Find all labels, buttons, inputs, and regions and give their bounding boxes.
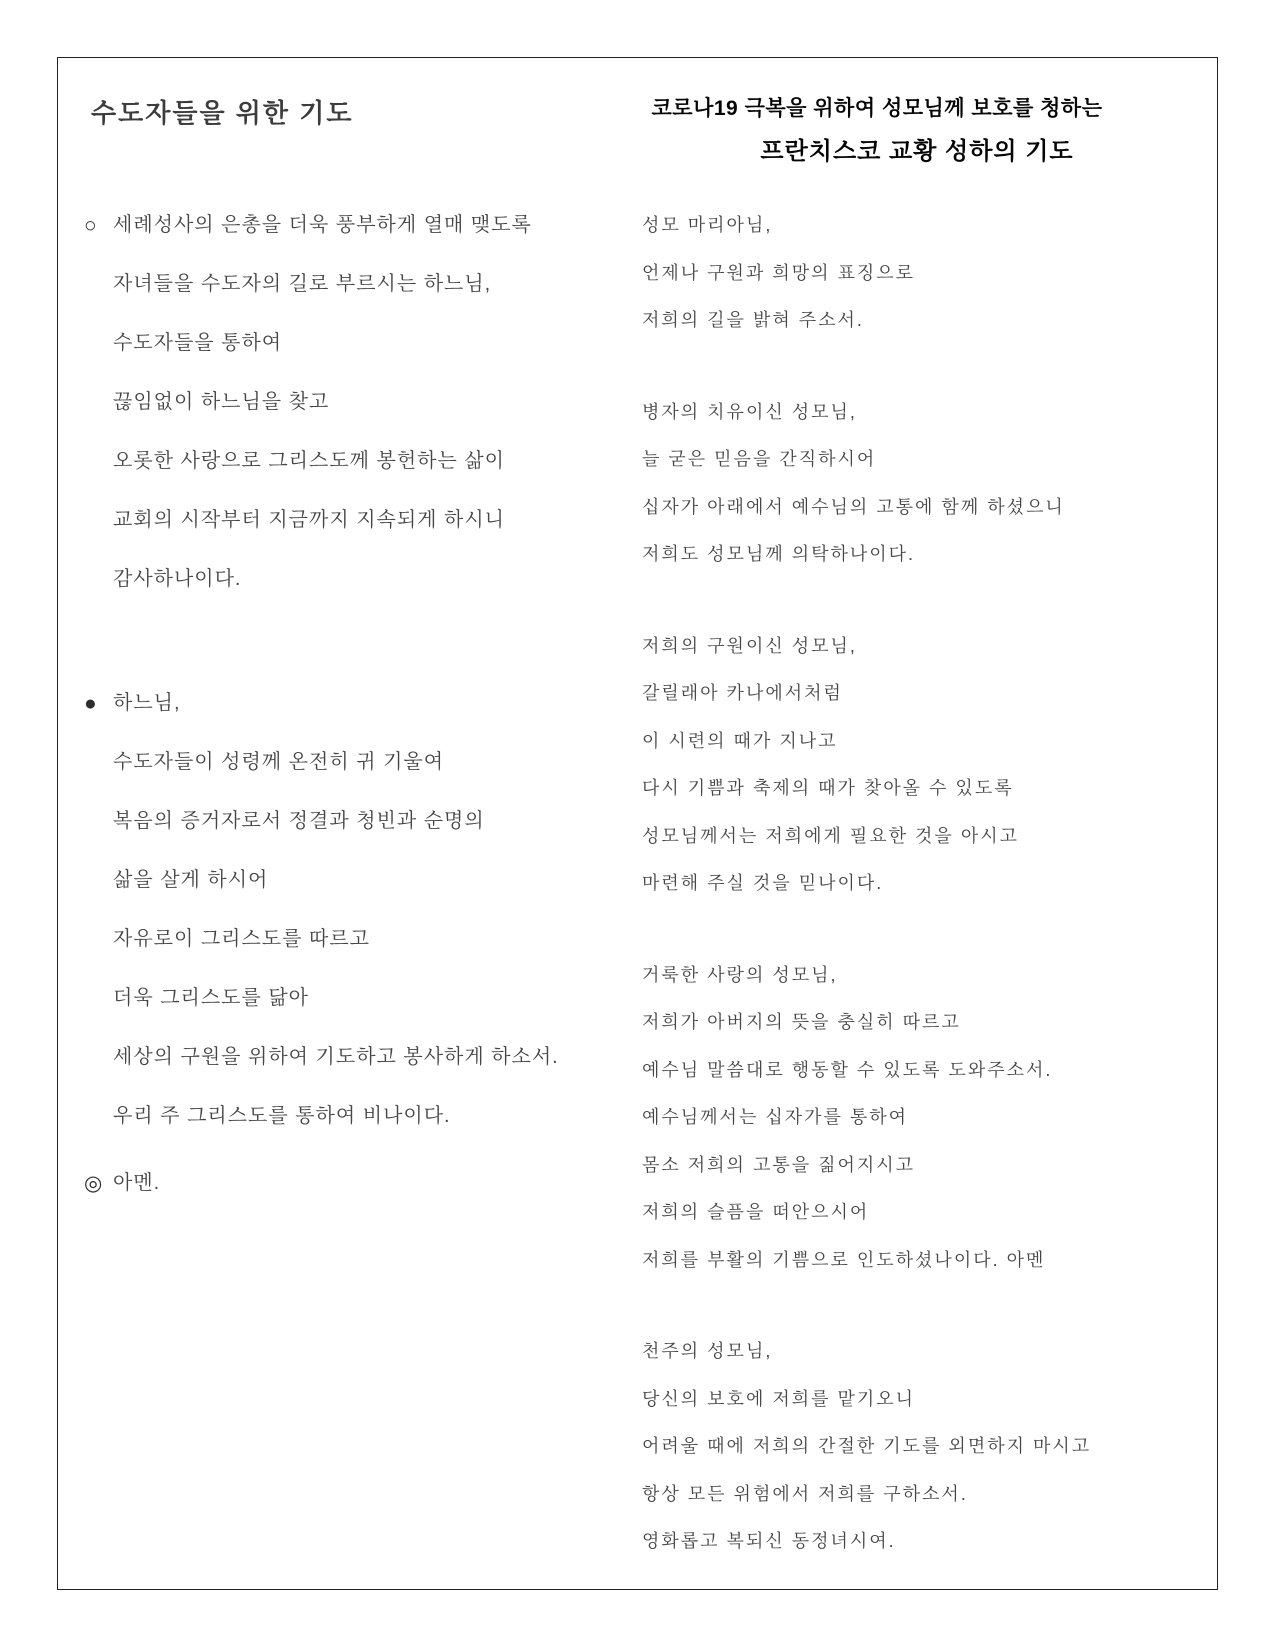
prayer-section-petition [84,674,609,1146]
prayer-line [84,432,609,491]
prayer-line-text: 세상의 구원을 위하여 기도하고 봉사하게 하소서. [113,1046,559,1068]
prayer-line: 언제나 구원과 희망의 표징으로 [642,262,916,283]
page-border-frame [57,57,1218,1590]
right-prayer-body [642,202,1112,1566]
prayer-section-thanksgiving [84,196,609,609]
prayer-line-text: 수도자들이 성령께 온전히 귀 기울여 [113,751,445,773]
prayer-line: 십자가 아래에서 예수님의 고통에 함께 하셨으니 [642,496,1065,517]
right-prayer-title-line2: 프란치스코 교황 성하의 기도 [760,138,1074,165]
prayer-line: 저희가 아버지의 뜻을 충실히 따르고 [642,1012,961,1032]
prayer-line: 성모님께서는 저희에게 필요한 것을 아시고 [642,825,1019,846]
left-prayer-title: 수도자들을 위한 기도 [91,98,354,128]
prayer-line: 다시 기쁨과 축제의 때가 찾아올 수 있도록 [642,778,1014,798]
prayer-line: 당신의 보호에 저희를 맡기오니 [642,1388,916,1409]
prayer-line-text: 수도자들을 통하여 [113,332,283,354]
prayer-line: 저희도 성모님께 의탁하나이다. [642,544,916,564]
prayer-stanza-4 [642,952,1112,1285]
prayer-stanza-1 [642,202,1112,345]
prayer-line: 늘 굳은 믿음을 간직하시어 [642,449,877,469]
left-prayer-column [84,91,609,1213]
prayer-line [84,1087,609,1146]
right-prayer-column [642,87,1112,1610]
prayer-line: 영화롭고 복되신 동정녀시여. [642,1531,896,1551]
prayer-line-text: 감사하나이다. [113,568,242,590]
prayer-line [84,733,609,792]
right-prayer-header [642,87,1112,173]
prayer-line-text: 아멘. [113,1172,161,1194]
prayer-line [84,851,609,910]
prayer-line: 어려울 때에 저희의 간절한 기도를 외면하지 마시고 [642,1436,1092,1456]
prayer-line: 저희를 부활의 기쁨으로 인도하셨나이다. 아멘 [642,1249,1046,1270]
prayer-line: 갈릴래아 카나에서처럼 [642,683,843,703]
prayer-line: 예수님께서는 십자가를 통하여 [642,1107,909,1127]
prayer-line-text: 삶을 살게 하시어 [113,869,269,891]
double-circle-bullet: ◎ [84,1172,104,1195]
prayer-line [84,1028,609,1087]
prayer-line [84,674,609,733]
left-prayer-body [84,196,609,1213]
prayer-line-text: 교회의 시작부터 지금까지 지속되게 하시니 [113,509,505,531]
prayer-line-text: 자유로이 그리스도를 따르고 [113,928,370,950]
prayer-stanza-2 [642,389,1112,579]
prayer-line [84,550,609,609]
prayer-line-text: 더욱 그리스도를 닮아 [113,987,309,1009]
prayer-stanza-5 [642,1328,1112,1566]
prayer-line [84,314,609,373]
prayer-line [84,792,609,851]
prayer-line [84,196,609,255]
prayer-line: 저희의 슬픔을 떠안으시어 [642,1202,870,1222]
right-prayer-title-line1: 코로나19 극복을 위하여 성모님께 보호를 청하는 [651,97,1103,120]
prayer-line: 거룩한 사랑의 성모님, [642,964,838,985]
prayer-line [84,255,609,314]
prayer-line: 저희의 구원이신 성모님, [642,635,857,656]
prayer-line [84,1154,609,1213]
prayer-line-text: 세례성사의 은총을 더욱 풍부하게 열매 맺도록 [113,214,532,236]
prayer-line: 성모 마리아님, [642,215,773,235]
prayer-line-text: 복음의 증거자로서 정결과 청빈과 순명의 [113,810,485,832]
filled-circle-bullet: ● [84,692,98,715]
prayer-line-text: 우리 주 그리스도를 통하여 비나이다. [113,1105,451,1127]
prayer-section-amen [84,1154,609,1213]
prayer-line: 몸소 저희의 고통을 짊어지시고 [642,1154,916,1175]
prayer-line: 마련해 주실 것을 믿나이다. [642,873,884,893]
prayer-line: 천주의 성모님, [642,1341,773,1361]
prayer-line [84,491,609,550]
prayer-line-text: 하느님, [113,692,181,714]
prayer-line [84,910,609,969]
prayer-line: 이 시련의 때가 지나고 [642,730,838,751]
prayer-line-text: 끊임없이 하느님을 찾고 [113,391,330,413]
prayer-line-text: 자녀들을 수도자의 길로 부르시는 하느님, [113,273,492,295]
prayer-line: 저희의 길을 밝혀 주소서. [642,310,864,330]
prayer-line: 병자의 치유이신 성모님, [642,401,857,422]
prayer-line: 예수님 말씀대로 행동할 수 있도록 도와주소서. [642,1059,1053,1080]
open-circle-bullet: ○ [84,214,98,237]
prayer-line [84,969,609,1028]
prayer-stanza-3 [642,623,1112,908]
prayer-line-text: 오롯한 사랑으로 그리스도께 봉헌하는 삶이 [113,450,505,472]
prayer-line [84,373,609,432]
prayer-line: 항상 모든 위험에서 저희를 구하소서. [642,1483,968,1504]
